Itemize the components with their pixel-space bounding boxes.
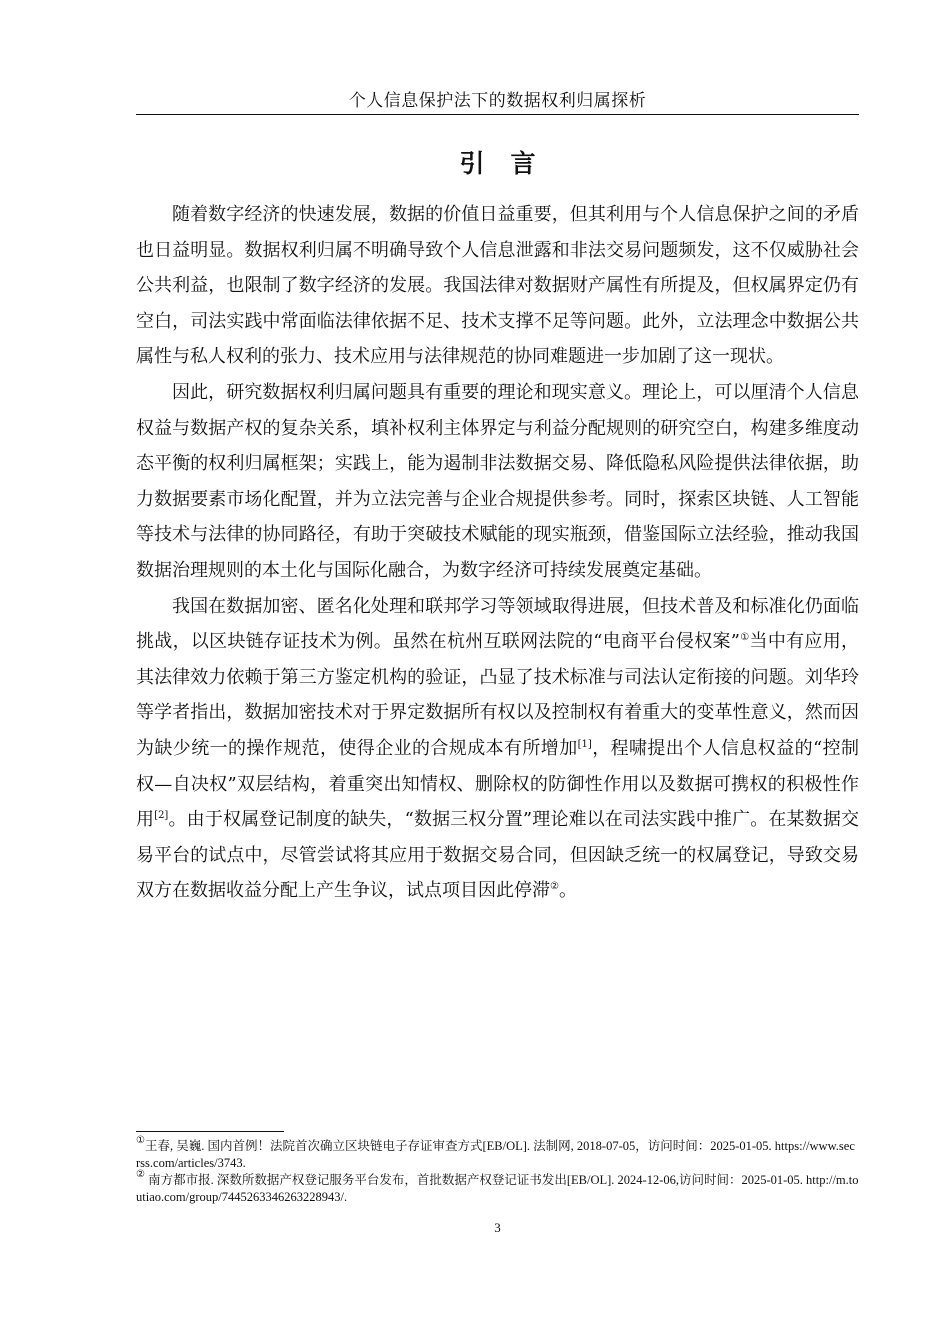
section-title: 引言 bbox=[459, 149, 562, 178]
footnote-2 bbox=[136, 1169, 859, 1206]
footnote-1-text: 王春, 吴巍. 国内首例！法院首次确立区块链电子存证审查方式[EB/OL]. 法制网, 2018-07-05，访问时间：2025-01-05. https://www.secrss.com/articles/3743. bbox=[136, 1139, 855, 1170]
paragraph-3 bbox=[136, 589, 859, 909]
paragraph-3-part-d: 。由于权属登记制度的缺失，“数据三权分置”理论难以在司法实践中推广。在某数据交易平台的试点中，尽管尝试将其应用于数据交易合同，但因缺乏统一的权属登记，导致交易双方在数据收益分配上产生争议，试点项目因此停滞 bbox=[136, 809, 860, 902]
footnote-marker-1[interactable]: ① bbox=[740, 632, 750, 644]
footnote-1 bbox=[136, 1135, 859, 1172]
paragraph-3-part-a: 我国在数据加密、匿名化处理和联邦学习等领域取得进展，但技术普及和标准化仍面临挑战，以区块链存证技术为例。虽然在杭州互联网法院的“电商平台侵权案” bbox=[136, 595, 859, 653]
footnote-rule bbox=[136, 1131, 284, 1132]
paragraph-3-part-b: 当中有应用，其法律效力依赖于第三方鉴定机构的验证，凸显了技术标准与司法认定衔接的问题。刘华玲等学者指出，数据加密技术对于界定数据所有权以及控制权有着重大的变革性意义，然而因为缺少统一的操作规范，使得企业的合规成本有所增加 bbox=[136, 631, 859, 759]
paragraph-2: 因此，研究数据权利归属问题具有重要的理论和现实意义。理论上，可以厘清个人信息权益与数据产权的复杂关系，填补权利主体界定与利益分配规则的研究空白，构建多维度动态平衡的权利归属框架；实践上，能为遏制非法数据交易、降低隐私风险提供法律依据，助力数据要素市场化配置，并为立法完善与企业合规提供参考。同时，探索区块链、人工智能等技术与法律的协同路径，有助于突破技术赋能的现实瓶颈，借鉴国际立法经验，推动我国数据治理规则的本土化与国际化融合，为数字经济可持续发展奠定基础。 bbox=[136, 381, 859, 581]
footnote-2-text: 南方都市报. 深数所数据产权登记服务平台发布，首批数据产权登记证书发出[EB/OL]. 2024-12-06,访问时间：2025-01-05. http://m.toutiao.com/group/7445263346263228943/. bbox=[136, 1173, 859, 1204]
body-text bbox=[136, 197, 859, 909]
footnote-1-mark: ① bbox=[136, 1135, 145, 1146]
footnote-marker-2[interactable]: ② bbox=[550, 881, 559, 893]
footnotes bbox=[136, 1135, 859, 1206]
citation-ref-2[interactable]: [2] bbox=[154, 810, 169, 822]
paragraph-3-part-e: 。 bbox=[558, 880, 577, 902]
header-rule bbox=[136, 114, 859, 115]
running-header: 个人信息保护法下的数据权利归属探析 bbox=[348, 91, 647, 111]
citation-ref-1[interactable]: [1] bbox=[577, 738, 592, 750]
footnote-2-mark: ② bbox=[136, 1169, 145, 1180]
paragraph-1: 随着数字经济的快速发展，数据的价值日益重要，但其利用与个人信息保护之间的矛盾也日益明显。数据权利归属不明确导致个人信息泄露和非法交易问题频发，这不仅威胁社会公共利益，也限制了数字经济的发展。我国法律对数据财产属性有所提及，但权属界定仍有空白，司法实践中常面临法律依据不足、技术支撑不足等问题。此外，立法理念中数据公共属性与私人权利的张力、技术应用与法律规范的协同难题进一步加剧了这一现状。 bbox=[136, 204, 859, 368]
paragraph-3-part-c: ，程啸提出个人信息权益的“控制权—自决权”双层结构，着重突出知情权、删除权的防御性作用以及数据可携权的积极性作用 bbox=[136, 737, 860, 831]
page-number: 3 bbox=[494, 1220, 501, 1235]
